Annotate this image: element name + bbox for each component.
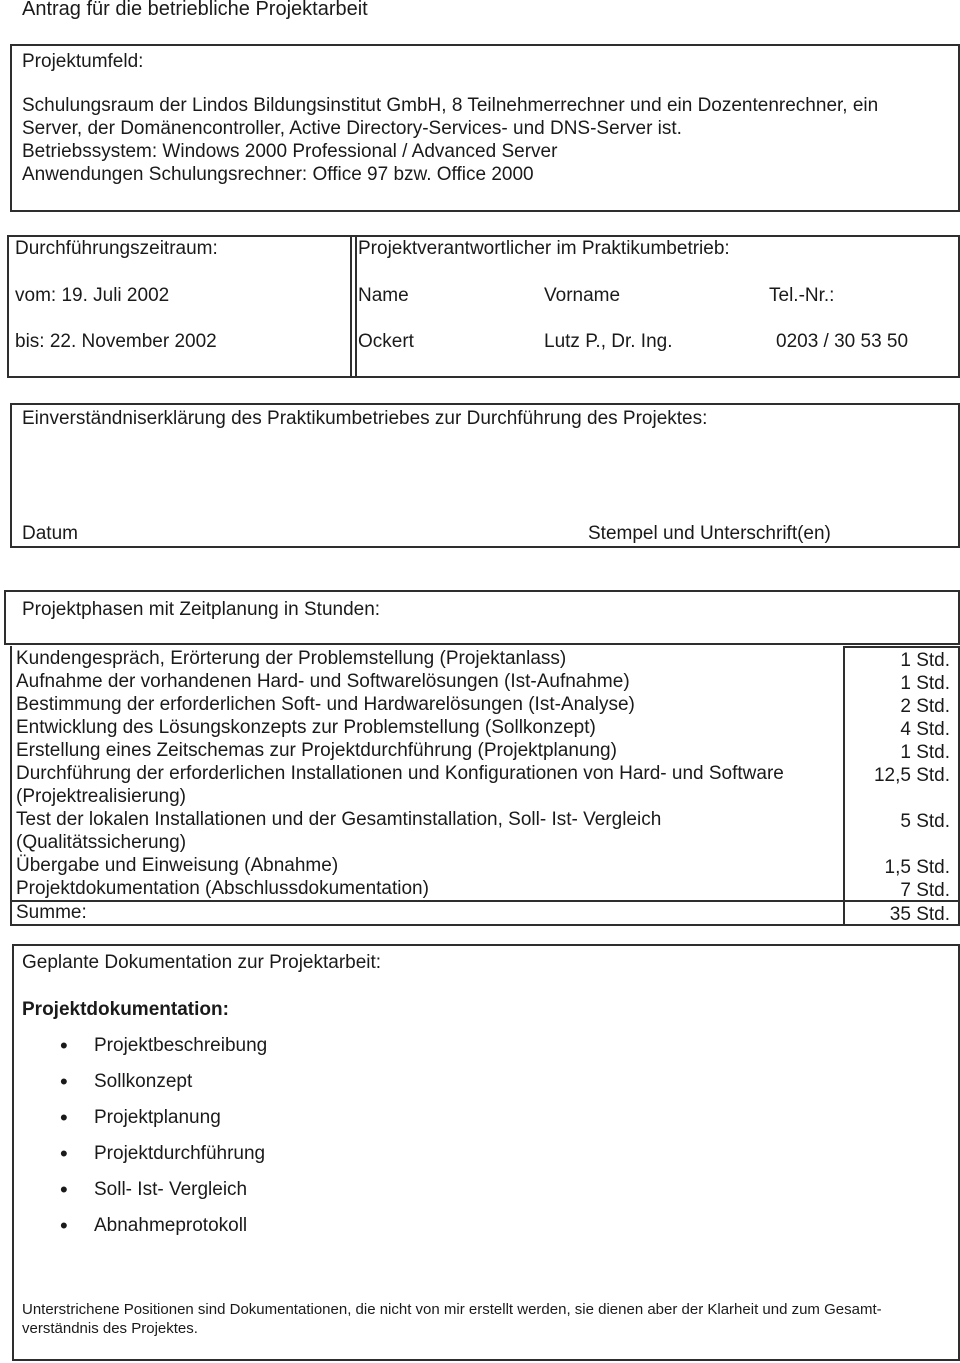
document-title: Antrag für die betriebliche Projektarbeit [22, 0, 368, 20]
col-tel-header: Tel.-Nr.: [769, 285, 835, 306]
summe-label: Summe: [16, 902, 87, 923]
dokumentation-item: Projektbeschreibung [94, 1035, 268, 1056]
projektumfeld-box [10, 44, 960, 212]
phase-row: Übergabe und Einweisung (Abnahme) [16, 855, 339, 876]
dokumentation-item: Projektdurchführung [94, 1143, 266, 1164]
phase-row-continued: (Qualitätssicherung) [16, 832, 187, 853]
dokumentation-item: Soll- Ist- Vergleich [94, 1179, 248, 1200]
verantwortlicher-label: Projektverantwortlicher im Praktikumbetrieb: [358, 238, 730, 259]
phase-row: Entwicklung des Lösungskonzepts zur Problemstellung (Sollkonzept) [16, 717, 596, 738]
dokumentation-heading: Projektdokumentation: [22, 999, 229, 1020]
phase-hours: 2 Std. [900, 696, 950, 717]
phase-hours: 5 Std. [900, 811, 950, 832]
phase-row: Aufnahme der vorhandenen Hard- und Softwarelösungen (Ist-Aufnahme) [16, 671, 630, 692]
projektphasen-label: Projektphasen mit Zeitplanung in Stunden: [22, 599, 381, 620]
phase-row: Durchführung der erforderlichen Installationen und Konfigurationen von Hard- und Software [16, 763, 784, 784]
dokumentation-label: Geplante Dokumentation zur Projektarbeit: [22, 952, 382, 973]
phase-row: Erstellung eines Zeitschemas zur Projektdurchführung (Projektplanung) [16, 740, 617, 761]
zeitraum-box [7, 235, 357, 378]
projektphasen-box [4, 590, 960, 645]
bullet-icon: • [60, 1177, 68, 1202]
zeitraum-von: vom: 19. Juli 2002 [15, 285, 170, 306]
unterschrift-label: Stempel und Unterschrift(en) [588, 523, 831, 544]
phase-row: Kundengespräch, Erörterung der Problemstellung (Projektanlass) [16, 648, 567, 669]
phase-hours: 1 Std. [900, 673, 950, 694]
projektumfeld-line: Server, der Domänencontroller, Active Directory-Services- und DNS-Server ist. [22, 118, 682, 139]
einverstaendnis-box [10, 403, 960, 548]
bullet-icon: • [60, 1033, 68, 1058]
phase-row: Test der lokalen Installationen und der Gesamtinstallation, Soll- Ist- Vergleich [16, 809, 662, 830]
datum-label: Datum [22, 523, 78, 544]
projektumfeld-line: Anwendungen Schulungsrechner: Office 97 bzw. Office 2000 [22, 164, 534, 185]
projektumfeld-label: Projektumfeld: [22, 51, 144, 72]
phase-hours: 4 Std. [900, 719, 950, 740]
verantwortlicher-vorname: Lutz P., Dr. Ing. [544, 331, 673, 352]
phase-row-continued: (Projektrealisierung) [16, 786, 187, 807]
summe-divider [10, 900, 960, 902]
col-vorname-header: Vorname [544, 285, 621, 306]
phase-hours: 7 Std. [900, 880, 950, 901]
projektumfeld-line: Schulungsraum der Lindos Bildungsinstitut GmbH, 8 Teilnehmerrechner und ein Dozentenrechner, ein [22, 95, 879, 116]
bullet-icon: • [60, 1105, 68, 1130]
verantwortlicher-tel: 0203 / 30 53 50 [776, 331, 909, 352]
summe-hours: 35 Std. [889, 904, 950, 925]
verantwortlicher-name: Ockert [358, 331, 414, 352]
phasen-tasks-column [10, 646, 845, 924]
zeitraum-bis: bis: 22. November 2002 [15, 331, 217, 352]
phase-row: Bestimmung der erforderlichen Soft- und Hardwarelösungen (Ist-Analyse) [16, 694, 635, 715]
phasen-hours-column [845, 646, 960, 924]
phase-row: Projektdokumentation (Abschlussdokumentation) [16, 878, 429, 899]
dokumentation-footnote: Unterstrichene Positionen sind Dokumentationen, die nicht von mir erstellt werden, sie dienen aber der Klarheit und zum Gesamt-verständnis des Projektes. [22, 1301, 882, 1337]
phase-hours: 1 Std. [900, 742, 950, 763]
phase-hours: 1,5 Std. [884, 857, 950, 878]
phase-hours: 12,5 Std. [873, 765, 950, 786]
bullet-icon: • [60, 1141, 68, 1166]
dokumentation-item: Abnahmeprotokoll [94, 1215, 248, 1236]
einverstaendnis-label: Einverständniserklärung des Praktikumbetriebes zur Durchführung des Projektes: [22, 408, 708, 429]
verantwortlicher-box [350, 235, 960, 378]
phase-hours: 1 Std. [900, 650, 950, 671]
bullet-icon: • [60, 1213, 68, 1238]
col-name-header: Name [358, 285, 409, 306]
dokumentation-item: Projektplanung [94, 1107, 221, 1128]
projektumfeld-text [22, 94, 947, 186]
dokumentation-box [12, 944, 960, 1361]
bullet-icon: • [60, 1069, 68, 1094]
projektumfeld-line: Betriebssystem: Windows 2000 Professional / Advanced Server [22, 141, 558, 162]
dokumentation-item: Sollkonzept [94, 1071, 193, 1092]
table-bottom-border [10, 924, 960, 926]
zeitraum-label: Durchführungszeitraum: [15, 238, 218, 259]
